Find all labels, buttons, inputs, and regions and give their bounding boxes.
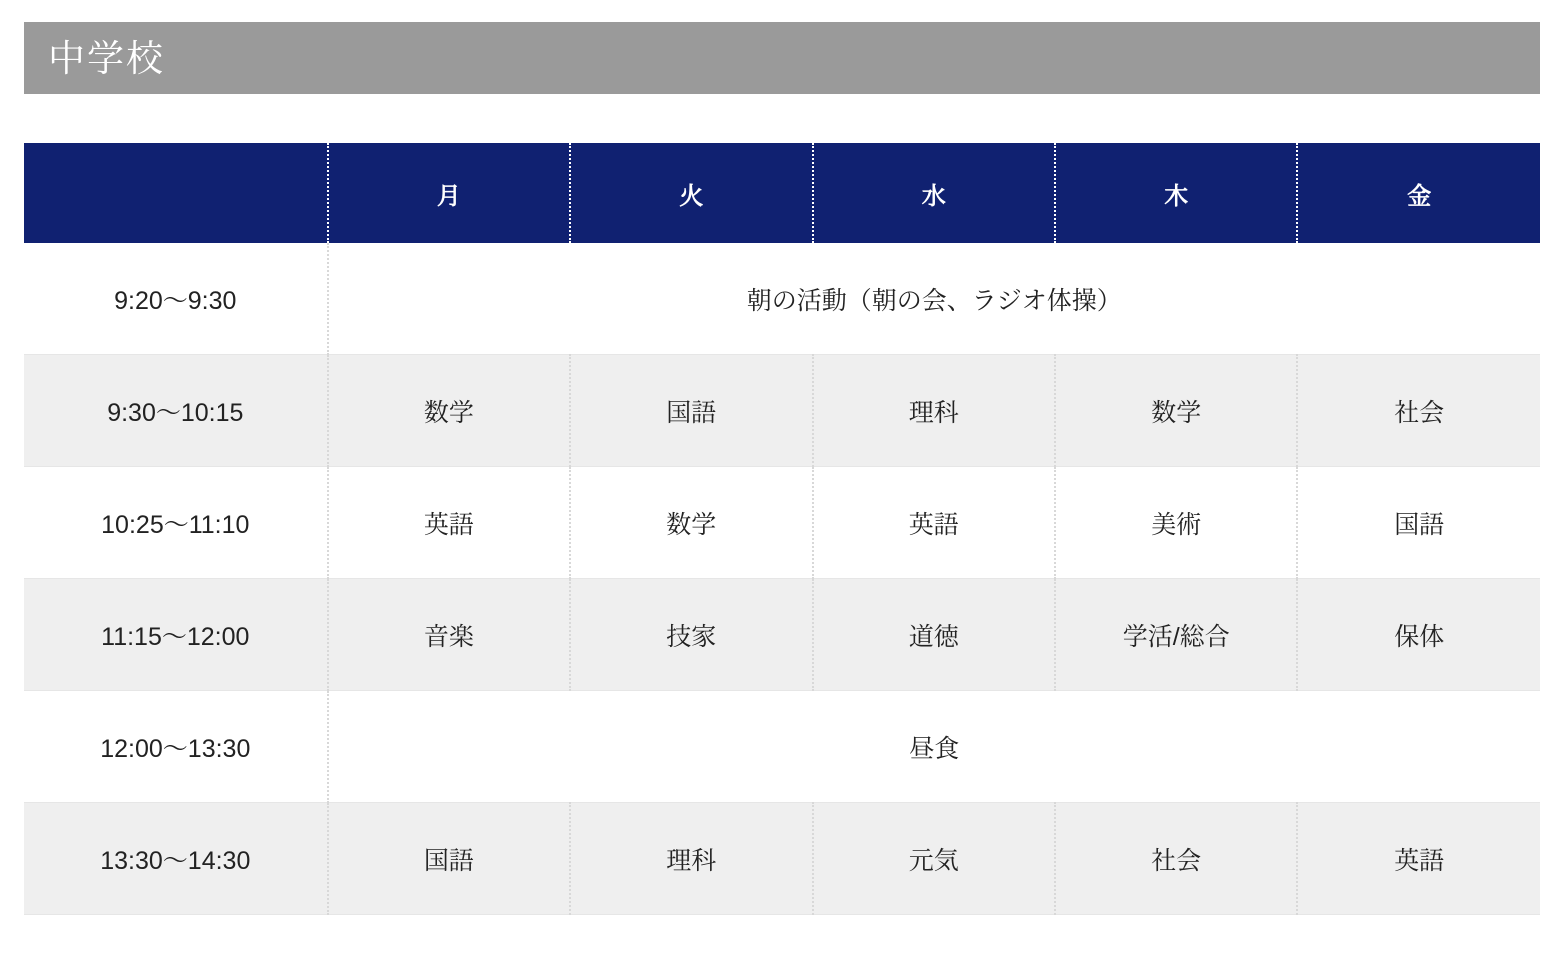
timetable [24, 143, 1540, 915]
table-row [24, 467, 1540, 579]
subject-cell: 英語 [328, 467, 570, 579]
row-time: 10:25〜11:10 [24, 467, 328, 579]
subject-cell: 理科 [570, 803, 812, 915]
timetable-body [24, 243, 1540, 915]
subject-cell: 理科 [813, 355, 1055, 467]
subject-cell: 英語 [813, 467, 1055, 579]
header-day-fri: 金 [1297, 143, 1540, 243]
row-time: 12:00〜13:30 [24, 691, 328, 803]
subject-cell: 数学 [328, 355, 570, 467]
subject-cell: 数学 [570, 467, 812, 579]
table-row [24, 803, 1540, 915]
header-row [24, 143, 1540, 243]
subject-cell: 音楽 [328, 579, 570, 691]
subject-cell: 道徳 [813, 579, 1055, 691]
page-banner [24, 22, 1540, 94]
table-row [24, 579, 1540, 691]
subject-cell: 数学 [1055, 355, 1297, 467]
subject-cell: 学活/総合 [1055, 579, 1297, 691]
subject-cell: 保体 [1297, 579, 1540, 691]
header-day-tue: 火 [570, 143, 812, 243]
page-title: 中学校 [48, 37, 165, 79]
row-time: 11:15〜12:00 [24, 579, 328, 691]
subject-cell: 社会 [1055, 803, 1297, 915]
row-time: 13:30〜14:30 [24, 803, 328, 915]
subject-cell: 美術 [1055, 467, 1297, 579]
timetable-head [24, 143, 1540, 243]
subject-cell: 元気 [813, 803, 1055, 915]
header-day-thu: 木 [1055, 143, 1297, 243]
table-row [24, 355, 1540, 467]
table-row [24, 243, 1540, 355]
header-time-corner [24, 143, 328, 243]
header-day-mon: 月 [328, 143, 570, 243]
row-time: 9:30〜10:15 [24, 355, 328, 467]
row-time: 9:20〜9:30 [24, 243, 328, 355]
timetable-container [24, 143, 1540, 915]
subject-cell: 国語 [328, 803, 570, 915]
subject-cell: 技家 [570, 579, 812, 691]
table-row [24, 691, 1540, 803]
subject-cell: 国語 [1297, 467, 1540, 579]
header-day-wed: 水 [813, 143, 1055, 243]
row-span-label: 昼食 [328, 691, 1540, 803]
subject-cell: 国語 [570, 355, 812, 467]
subject-cell: 社会 [1297, 355, 1540, 467]
row-span-label: 朝の活動（朝の会、ラジオ体操） [328, 243, 1540, 355]
subject-cell: 英語 [1297, 803, 1540, 915]
